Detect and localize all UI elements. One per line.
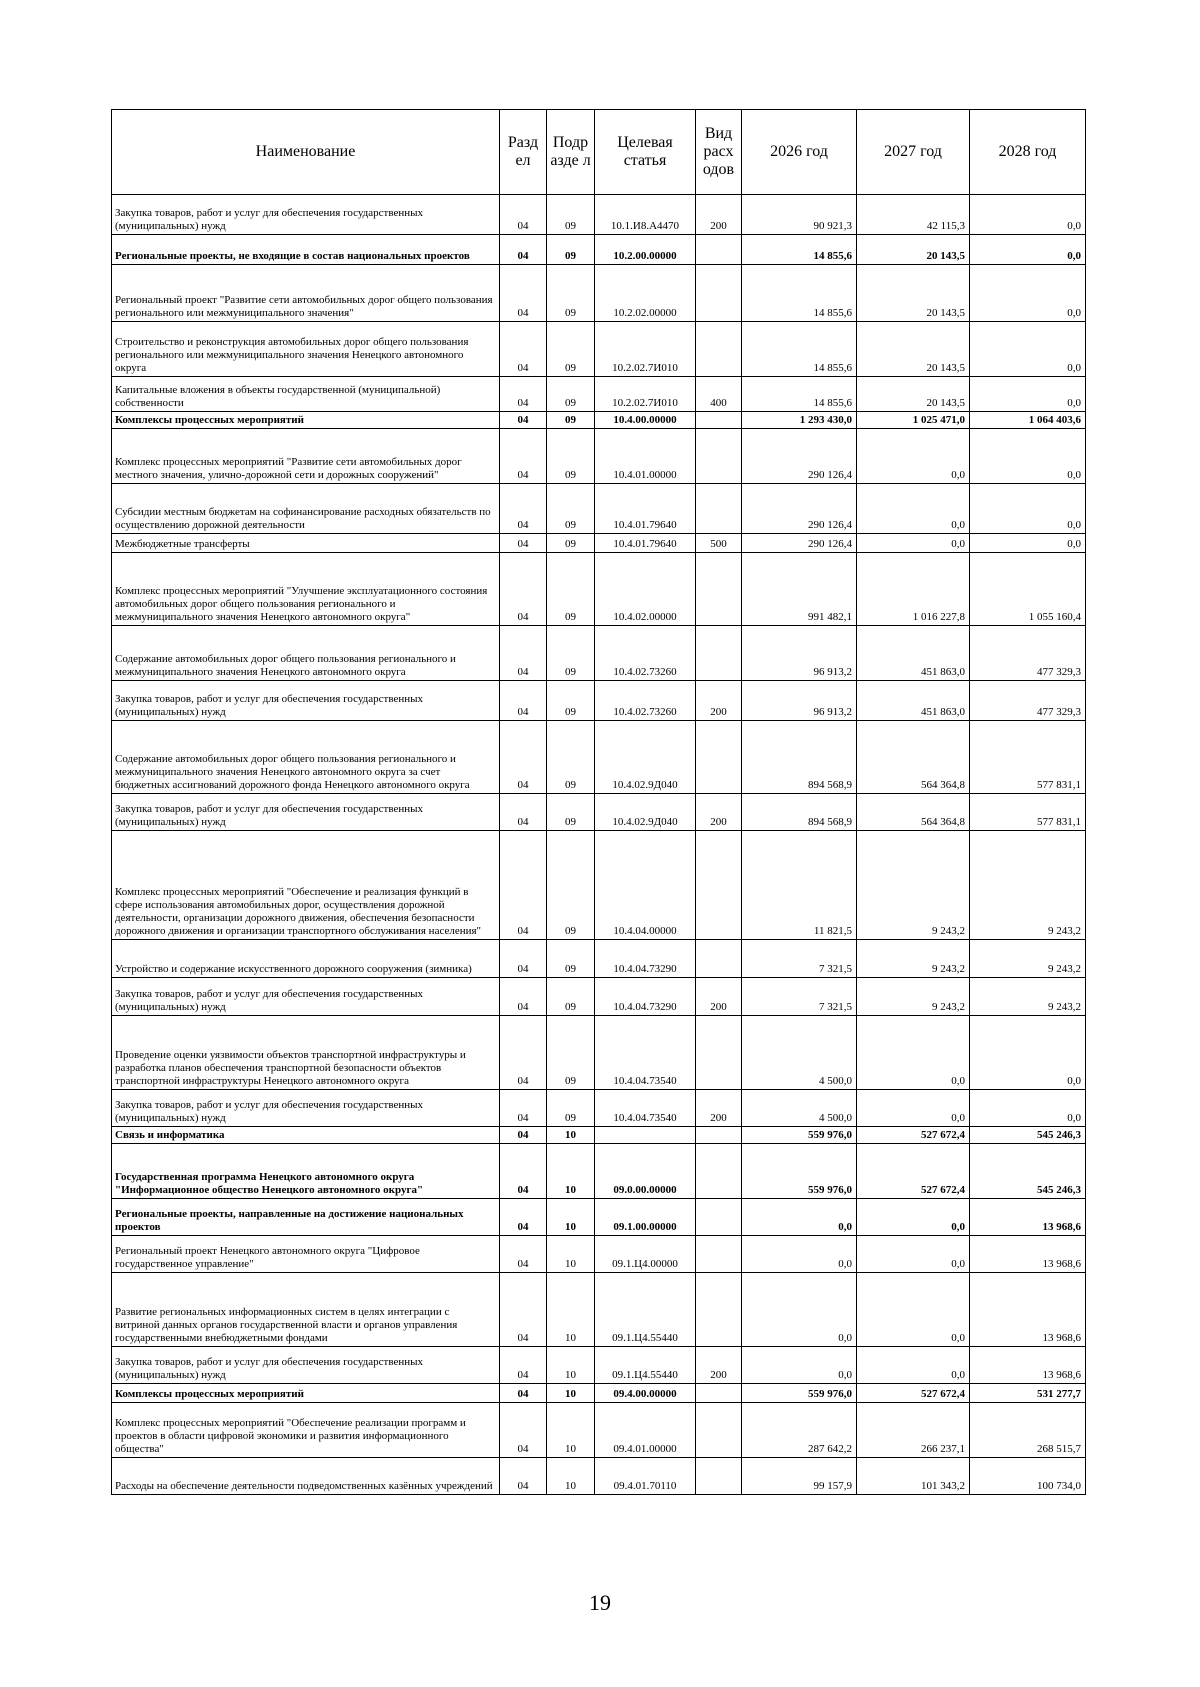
- cell-razdel: 04: [500, 681, 547, 721]
- cell-2027: 20 143,5: [857, 377, 970, 412]
- cell-2028: 13 968,6: [970, 1273, 1086, 1347]
- cell-2026: 7 321,5: [742, 940, 857, 978]
- cell-podrazdel: 10: [547, 1273, 595, 1347]
- cell-podrazdel: 09: [547, 412, 595, 429]
- cell-podrazdel: 09: [547, 626, 595, 681]
- cell-article: 09.4.00.00000: [595, 1384, 696, 1403]
- cell-name: Строительство и реконструкция автомобильных дорог общего пользования регионального или межмуниципального значения Ненецкого автономного округа: [112, 322, 500, 377]
- cell-2028: 477 329,3: [970, 626, 1086, 681]
- header-vid: Вид расх одов: [696, 110, 742, 195]
- cell-2027: 101 343,2: [857, 1458, 970, 1495]
- header-name: Наименование: [112, 110, 500, 195]
- cell-2027: 42 115,3: [857, 195, 970, 235]
- table-row: [112, 484, 1086, 534]
- cell-article: 10.4.00.00000: [595, 412, 696, 429]
- cell-2027: 0,0: [857, 484, 970, 534]
- cell-razdel: 04: [500, 534, 547, 553]
- cell-2027: 266 237,1: [857, 1403, 970, 1458]
- table-row: [112, 553, 1086, 626]
- cell-2027: 9 243,2: [857, 940, 970, 978]
- cell-razdel: 04: [500, 794, 547, 831]
- table-row: [112, 429, 1086, 484]
- cell-2028: 13 968,6: [970, 1199, 1086, 1236]
- cell-name: Капитальные вложения в объекты государственной (муниципальной) собственности: [112, 377, 500, 412]
- cell-vid: [696, 1236, 742, 1273]
- table-row: [112, 1403, 1086, 1458]
- cell-razdel: 04: [500, 831, 547, 940]
- cell-vid: [696, 265, 742, 322]
- cell-article: 09.1.00.00000: [595, 1199, 696, 1236]
- cell-article: 09.1.Ц4.00000: [595, 1236, 696, 1273]
- cell-2027: 0,0: [857, 1090, 970, 1127]
- cell-article: 10.4.02.9Д040: [595, 721, 696, 794]
- cell-vid: 500: [696, 534, 742, 553]
- cell-vid: [696, 1144, 742, 1199]
- cell-2026: 0,0: [742, 1236, 857, 1273]
- cell-razdel: 04: [500, 1144, 547, 1199]
- table-row: [112, 1384, 1086, 1403]
- table-row: [112, 1090, 1086, 1127]
- cell-podrazdel: 10: [547, 1403, 595, 1458]
- cell-razdel: 04: [500, 1090, 547, 1127]
- cell-2027: 20 143,5: [857, 322, 970, 377]
- cell-razdel: 04: [500, 721, 547, 794]
- cell-podrazdel: 09: [547, 681, 595, 721]
- cell-2027: 0,0: [857, 1016, 970, 1090]
- cell-2027: 451 863,0: [857, 626, 970, 681]
- cell-name: Комплекс процессных мероприятий "Обеспечение реализации программ и проектов в области цифровой экономики и развития информационного общества": [112, 1403, 500, 1458]
- cell-2027: 0,0: [857, 1273, 970, 1347]
- cell-name: Закупка товаров, работ и услуг для обеспечения государственных (муниципальных) нужд: [112, 978, 500, 1016]
- cell-2026: 894 568,9: [742, 794, 857, 831]
- cell-2028: 9 243,2: [970, 831, 1086, 940]
- cell-2026: 1 293 430,0: [742, 412, 857, 429]
- cell-2026: 11 821,5: [742, 831, 857, 940]
- cell-2027: 527 672,4: [857, 1127, 970, 1144]
- cell-2026: 4 500,0: [742, 1016, 857, 1090]
- cell-vid: [696, 429, 742, 484]
- cell-name: Государственная программа Ненецкого автономного округа "Информационное общество Ненецкого автономного округа": [112, 1144, 500, 1199]
- cell-podrazdel: 09: [547, 265, 595, 322]
- cell-name: Закупка товаров, работ и услуг для обеспечения государственных (муниципальных) нужд: [112, 794, 500, 831]
- cell-razdel: 04: [500, 1236, 547, 1273]
- cell-podrazdel: 09: [547, 721, 595, 794]
- table-row: [112, 1236, 1086, 1273]
- cell-podrazdel: 10: [547, 1236, 595, 1273]
- cell-podrazdel: 09: [547, 1090, 595, 1127]
- cell-article: 10.4.04.73290: [595, 940, 696, 978]
- cell-razdel: 04: [500, 978, 547, 1016]
- cell-podrazdel: 10: [547, 1144, 595, 1199]
- cell-2028: 100 734,0: [970, 1458, 1086, 1495]
- cell-2028: 577 831,1: [970, 721, 1086, 794]
- cell-razdel: 04: [500, 940, 547, 978]
- table-row: [112, 377, 1086, 412]
- table-row: [112, 794, 1086, 831]
- cell-article: 10.4.02.73260: [595, 626, 696, 681]
- cell-2026: 559 976,0: [742, 1127, 857, 1144]
- cell-2026: 7 321,5: [742, 978, 857, 1016]
- cell-2026: 14 855,6: [742, 322, 857, 377]
- cell-article: 10.4.04.00000: [595, 831, 696, 940]
- cell-name: Содержание автомобильных дорог общего пользования регионального и межмуниципального значения Ненецкого автономного округа: [112, 626, 500, 681]
- cell-2026: 14 855,6: [742, 235, 857, 265]
- table-row: [112, 831, 1086, 940]
- cell-name: Субсидии местным бюджетам на софинансирование расходных обязательств по осуществлению дорожной деятельности: [112, 484, 500, 534]
- cell-name: Развитие региональных информационных систем в целях интеграции с витриной данных органов государственной власти и органов управления государственными внебюджетными фондами: [112, 1273, 500, 1347]
- table-row: [112, 1016, 1086, 1090]
- cell-vid: [696, 940, 742, 978]
- cell-razdel: 04: [500, 235, 547, 265]
- cell-article: 10.2.00.00000: [595, 235, 696, 265]
- header-2026: 2026 год: [742, 110, 857, 195]
- table-row: [112, 978, 1086, 1016]
- cell-vid: [696, 553, 742, 626]
- cell-2028: 1 064 403,6: [970, 412, 1086, 429]
- header-podrazdel: Подр азде л: [547, 110, 595, 195]
- cell-name: Закупка товаров, работ и услуг для обеспечения государственных (муниципальных) нужд: [112, 1347, 500, 1384]
- header-2028: 2028 год: [970, 110, 1086, 195]
- cell-razdel: 04: [500, 1016, 547, 1090]
- cell-vid: [696, 322, 742, 377]
- cell-2028: 0,0: [970, 484, 1086, 534]
- cell-2028: 0,0: [970, 265, 1086, 322]
- cell-razdel: 04: [500, 1403, 547, 1458]
- table-row: [112, 721, 1086, 794]
- cell-vid: [696, 1384, 742, 1403]
- cell-2027: 564 364,8: [857, 721, 970, 794]
- cell-2028: 268 515,7: [970, 1403, 1086, 1458]
- cell-vid: 200: [696, 1347, 742, 1384]
- table-body: [112, 195, 1086, 1495]
- cell-vid: [696, 1016, 742, 1090]
- cell-2028: 0,0: [970, 1090, 1086, 1127]
- table-row: [112, 195, 1086, 235]
- cell-article: 09.4.01.00000: [595, 1403, 696, 1458]
- cell-2026: 559 976,0: [742, 1384, 857, 1403]
- cell-2028: 577 831,1: [970, 794, 1086, 831]
- cell-podrazdel: 10: [547, 1384, 595, 1403]
- cell-2027: 0,0: [857, 534, 970, 553]
- table-row: [112, 1273, 1086, 1347]
- cell-vid: 200: [696, 681, 742, 721]
- cell-razdel: 04: [500, 1458, 547, 1495]
- cell-2027: 0,0: [857, 1199, 970, 1236]
- cell-2028: 1 055 160,4: [970, 553, 1086, 626]
- cell-podrazdel: 09: [547, 484, 595, 534]
- cell-podrazdel: 10: [547, 1199, 595, 1236]
- cell-2026: 0,0: [742, 1199, 857, 1236]
- cell-2028: 545 246,3: [970, 1144, 1086, 1199]
- cell-2028: 0,0: [970, 1016, 1086, 1090]
- cell-razdel: 04: [500, 1384, 547, 1403]
- cell-2027: 0,0: [857, 1347, 970, 1384]
- cell-article: 10.2.02.7И010: [595, 377, 696, 412]
- cell-2028: 9 243,2: [970, 940, 1086, 978]
- cell-2028: 13 968,6: [970, 1347, 1086, 1384]
- cell-2026: 14 855,6: [742, 377, 857, 412]
- cell-name: Закупка товаров, работ и услуг для обеспечения государственных (муниципальных) нужд: [112, 681, 500, 721]
- cell-razdel: 04: [500, 1347, 547, 1384]
- cell-razdel: 04: [500, 265, 547, 322]
- cell-name: Комплекс процессных мероприятий "Развитие сети автомобильных дорог местного значения, улично-дорожной сети и дорожных сооружений": [112, 429, 500, 484]
- cell-2028: 545 246,3: [970, 1127, 1086, 1144]
- cell-2026: 559 976,0: [742, 1144, 857, 1199]
- cell-2027: 0,0: [857, 1236, 970, 1273]
- cell-2028: 0,0: [970, 235, 1086, 265]
- budget-table: [111, 109, 1086, 1495]
- cell-podrazdel: 10: [547, 1458, 595, 1495]
- cell-2028: 13 968,6: [970, 1236, 1086, 1273]
- cell-name: Региональные проекты, направленные на достижение национальных проектов: [112, 1199, 500, 1236]
- cell-vid: [696, 1458, 742, 1495]
- cell-2028: 0,0: [970, 534, 1086, 553]
- cell-2026: 290 126,4: [742, 534, 857, 553]
- table-row: [112, 235, 1086, 265]
- cell-vid: 400: [696, 377, 742, 412]
- cell-article: 10.4.04.73290: [595, 978, 696, 1016]
- cell-name: Закупка товаров, работ и услуг для обеспечения государственных (муниципальных) нужд: [112, 1090, 500, 1127]
- cell-2028: 0,0: [970, 429, 1086, 484]
- cell-vid: 200: [696, 195, 742, 235]
- table-row: [112, 412, 1086, 429]
- cell-vid: [696, 831, 742, 940]
- cell-name: Проведение оценки уязвимости объектов транспортной инфраструктуры и разработка планов обеспечения транспортной безопасности объектов транспортной инфраструктуры Ненецкого автономного округа: [112, 1016, 500, 1090]
- cell-vid: [696, 412, 742, 429]
- cell-2026: 90 921,3: [742, 195, 857, 235]
- cell-name: Связь и информатика: [112, 1127, 500, 1144]
- cell-article: 09.0.00.00000: [595, 1144, 696, 1199]
- cell-vid: 200: [696, 794, 742, 831]
- cell-razdel: 04: [500, 1273, 547, 1347]
- cell-2028: 531 277,7: [970, 1384, 1086, 1403]
- cell-article: 09.1.Ц4.55440: [595, 1347, 696, 1384]
- cell-vid: 200: [696, 978, 742, 1016]
- cell-razdel: 04: [500, 553, 547, 626]
- cell-2028: 9 243,2: [970, 978, 1086, 1016]
- cell-razdel: 04: [500, 412, 547, 429]
- cell-razdel: 04: [500, 626, 547, 681]
- cell-name: Региональный проект Ненецкого автономного округа "Цифровое государственное управление": [112, 1236, 500, 1273]
- cell-vid: [696, 626, 742, 681]
- cell-article: 10.4.02.73260: [595, 681, 696, 721]
- cell-podrazdel: 09: [547, 831, 595, 940]
- cell-vid: [696, 235, 742, 265]
- cell-article: 10.2.02.00000: [595, 265, 696, 322]
- table-row: [112, 1458, 1086, 1495]
- cell-2026: 290 126,4: [742, 429, 857, 484]
- cell-podrazdel: 09: [547, 429, 595, 484]
- cell-name: Региональный проект "Развитие сети автомобильных дорог общего пользования регионального или межмуниципального значения": [112, 265, 500, 322]
- cell-2026: 4 500,0: [742, 1090, 857, 1127]
- cell-2026: 287 642,2: [742, 1403, 857, 1458]
- cell-2027: 9 243,2: [857, 978, 970, 1016]
- cell-podrazdel: 09: [547, 322, 595, 377]
- cell-name: Комплексы процессных мероприятий: [112, 412, 500, 429]
- cell-2027: 20 143,5: [857, 235, 970, 265]
- cell-razdel: 04: [500, 1199, 547, 1236]
- cell-vid: [696, 1127, 742, 1144]
- cell-name: Региональные проекты, не входящие в состав национальных проектов: [112, 235, 500, 265]
- cell-2027: 527 672,4: [857, 1144, 970, 1199]
- table-row: [112, 1127, 1086, 1144]
- table-row: [112, 940, 1086, 978]
- cell-2027: 0,0: [857, 429, 970, 484]
- cell-podrazdel: 09: [547, 534, 595, 553]
- header-razdel: Разд ел: [500, 110, 547, 195]
- cell-name: Содержание автомобильных дорог общего пользования регионального и межмуниципального значения Ненецкого автономного округа за счет бюджетных ассигнований дорожного фонда Ненецкого автономного округа: [112, 721, 500, 794]
- cell-podrazdel: 09: [547, 978, 595, 1016]
- cell-2027: 9 243,2: [857, 831, 970, 940]
- cell-name: Комплекс процессных мероприятий "Улучшение эксплуатационного состояния автомобильных дорог общего пользования регионального и межмуниципального значения Ненецкого автономного округа": [112, 553, 500, 626]
- table-row: [112, 681, 1086, 721]
- cell-razdel: 04: [500, 377, 547, 412]
- table-row: [112, 534, 1086, 553]
- cell-name: Закупка товаров, работ и услуг для обеспечения государственных (муниципальных) нужд: [112, 195, 500, 235]
- cell-2028: 0,0: [970, 377, 1086, 412]
- cell-article: 09.1.Ц4.55440: [595, 1273, 696, 1347]
- cell-podrazdel: 10: [547, 1347, 595, 1384]
- cell-razdel: 04: [500, 484, 547, 534]
- cell-razdel: 04: [500, 322, 547, 377]
- cell-vid: [696, 721, 742, 794]
- cell-name: Комплексы процессных мероприятий: [112, 1384, 500, 1403]
- cell-razdel: 04: [500, 1127, 547, 1144]
- cell-article: 10.4.01.79640: [595, 534, 696, 553]
- cell-2027: 20 143,5: [857, 265, 970, 322]
- cell-article: 10.4.04.73540: [595, 1016, 696, 1090]
- cell-2026: 290 126,4: [742, 484, 857, 534]
- cell-2026: 96 913,2: [742, 681, 857, 721]
- cell-article: 10.4.01.79640: [595, 484, 696, 534]
- cell-podrazdel: 09: [547, 553, 595, 626]
- cell-2027: 564 364,8: [857, 794, 970, 831]
- cell-article: 10.1.И8.А4470: [595, 195, 696, 235]
- cell-name: Комплекс процессных мероприятий "Обеспечение и реализация функций в сфере использования автомобильных дорог, осуществления дорожной деятельности, организации дорожного движения, обеспечения безопасности дорожного движения и организации транспортного обслуживания населения": [112, 831, 500, 940]
- cell-2028: 0,0: [970, 195, 1086, 235]
- cell-article: 10.4.02.00000: [595, 553, 696, 626]
- cell-vid: [696, 1403, 742, 1458]
- table-row: [112, 1199, 1086, 1236]
- cell-2026: 894 568,9: [742, 721, 857, 794]
- cell-name: Межбюджетные трансферты: [112, 534, 500, 553]
- table-row: [112, 265, 1086, 322]
- cell-podrazdel: 09: [547, 1016, 595, 1090]
- cell-2026: 0,0: [742, 1347, 857, 1384]
- cell-podrazdel: 09: [547, 794, 595, 831]
- cell-vid: [696, 484, 742, 534]
- cell-article: 10.2.02.7И010: [595, 322, 696, 377]
- table-row: [112, 626, 1086, 681]
- header-2027: 2027 год: [857, 110, 970, 195]
- cell-vid: 200: [696, 1090, 742, 1127]
- cell-2026: 96 913,2: [742, 626, 857, 681]
- cell-2026: 99 157,9: [742, 1458, 857, 1495]
- cell-2027: 1 025 471,0: [857, 412, 970, 429]
- cell-article: 09.4.01.70110: [595, 1458, 696, 1495]
- cell-2027: 527 672,4: [857, 1384, 970, 1403]
- cell-article: 10.4.04.73540: [595, 1090, 696, 1127]
- table-row: [112, 1347, 1086, 1384]
- cell-razdel: 04: [500, 429, 547, 484]
- table-header: [112, 110, 1086, 195]
- cell-podrazdel: 10: [547, 1127, 595, 1144]
- cell-article: [595, 1127, 696, 1144]
- cell-article: 10.4.01.00000: [595, 429, 696, 484]
- table-row: [112, 322, 1086, 377]
- cell-podrazdel: 09: [547, 377, 595, 412]
- cell-article: 10.4.02.9Д040: [595, 794, 696, 831]
- page-number: 19: [589, 1590, 611, 1615]
- cell-razdel: 04: [500, 195, 547, 235]
- cell-vid: [696, 1199, 742, 1236]
- table-row: [112, 1144, 1086, 1199]
- header-article: Целевая статья: [595, 110, 696, 195]
- cell-name: Устройство и содержание искусственного дорожного сооружения (зимника): [112, 940, 500, 978]
- cell-2026: 0,0: [742, 1273, 857, 1347]
- cell-podrazdel: 09: [547, 235, 595, 265]
- cell-2026: 991 482,1: [742, 553, 857, 626]
- header-row: [112, 110, 1086, 195]
- cell-vid: [696, 1273, 742, 1347]
- cell-podrazdel: 09: [547, 195, 595, 235]
- cell-podrazdel: 09: [547, 940, 595, 978]
- cell-name: Расходы на обеспечение деятельности подведомственных казённых учреждений: [112, 1458, 500, 1495]
- cell-2027: 1 016 227,8: [857, 553, 970, 626]
- cell-2028: 477 329,3: [970, 681, 1086, 721]
- cell-2026: 14 855,6: [742, 265, 857, 322]
- cell-2027: 451 863,0: [857, 681, 970, 721]
- cell-2028: 0,0: [970, 322, 1086, 377]
